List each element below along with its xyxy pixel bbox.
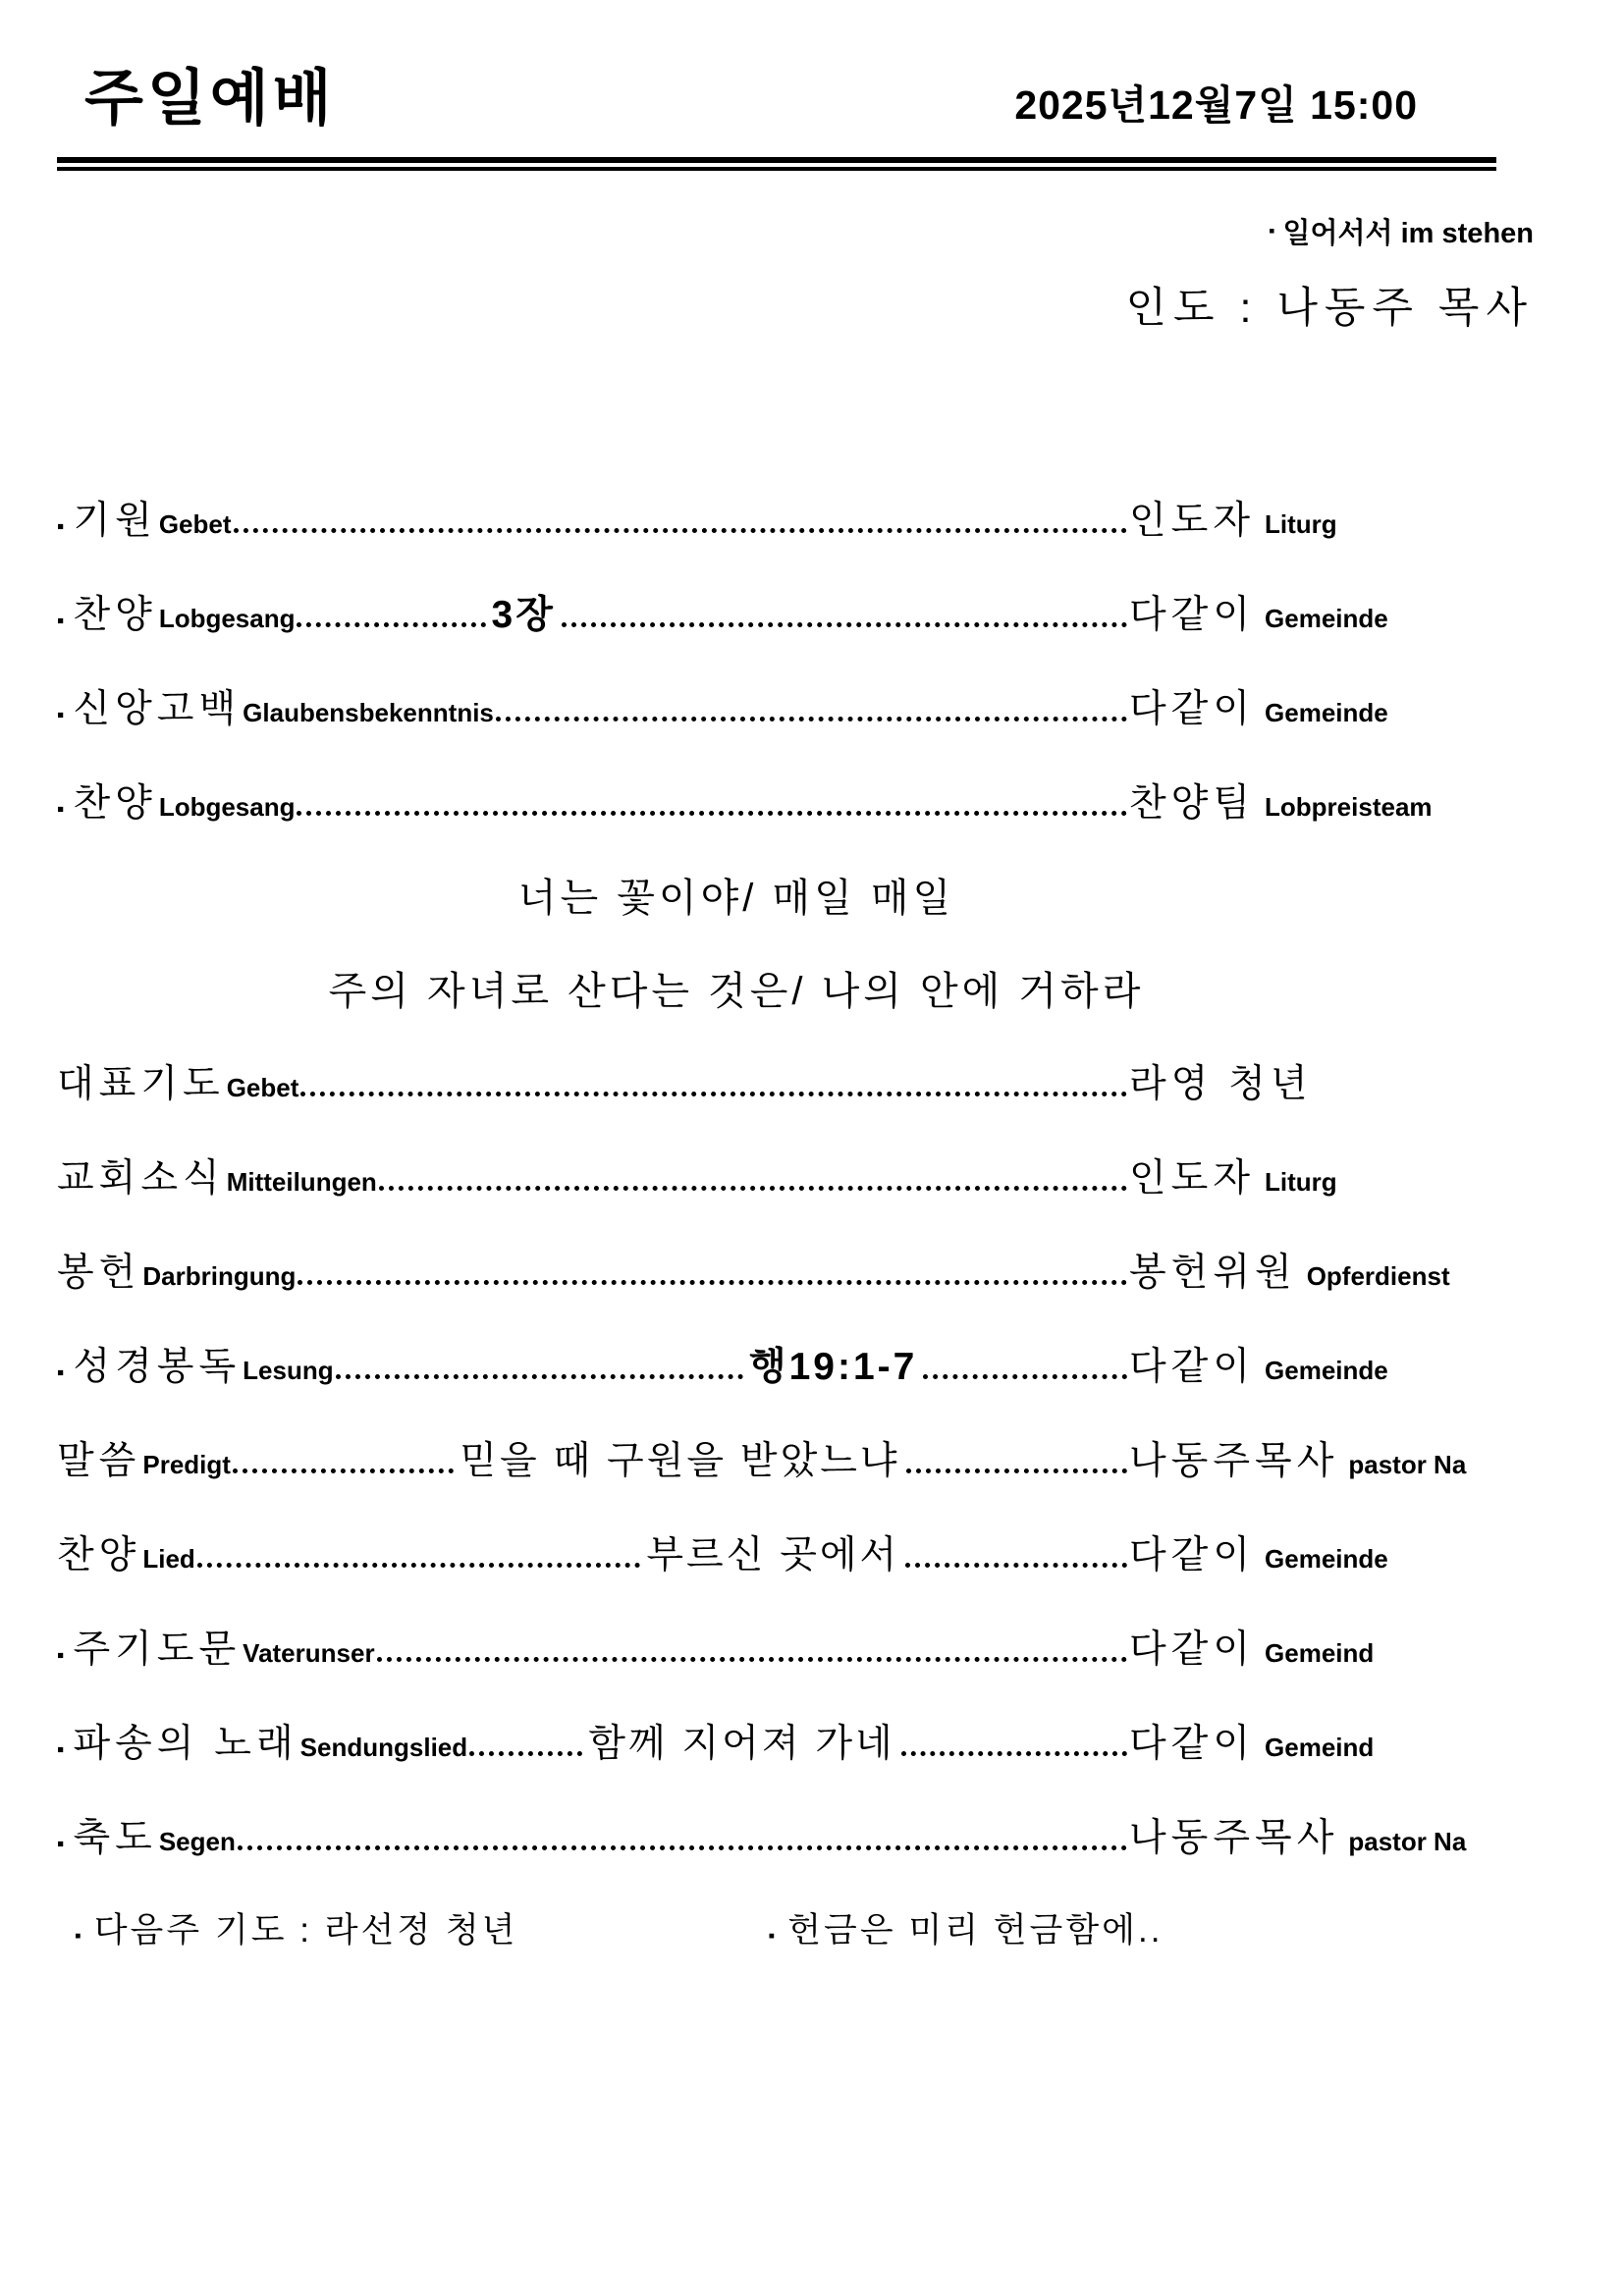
bullet-icon: ▪ [57, 704, 65, 726]
assignee-ko: 나동주목사 [1129, 1440, 1339, 1482]
song-title: 너는 꽃이야/ 매일 매일 [517, 877, 955, 920]
leader-dots [377, 1651, 1127, 1662]
assignee-de: Gemeind [1265, 1733, 1375, 1762]
assignee-de: pastor Na [1348, 1827, 1467, 1856]
offering-note [768, 1913, 1163, 1948]
leader-dots [197, 1557, 641, 1568]
liturgy-row [57, 1630, 1534, 1669]
leader-dots [562, 616, 1127, 627]
leader-dots [297, 616, 485, 627]
liturgy-row [57, 1725, 1534, 1763]
item-assignee [1129, 1348, 1534, 1386]
liturgy-list [57, 502, 1534, 1857]
standing-note-de: im stehen [1400, 218, 1534, 249]
leader-dots [336, 1368, 743, 1379]
assignee-ko: 인도자 [1129, 500, 1256, 542]
item-label-de: Lobgesang [158, 604, 296, 633]
header [57, 65, 1534, 133]
item-label-ko: 교회소식 [57, 1157, 225, 1200]
item-assignee [1129, 596, 1534, 634]
footer-notes [57, 1913, 1534, 1948]
assignee-de: Liturg [1265, 1167, 1337, 1197]
bullet-icon: ▪ [57, 1362, 65, 1384]
liturgy-row [57, 1819, 1534, 1857]
liturgy-row [57, 1065, 1534, 1103]
item-assignee [1129, 1254, 1534, 1292]
bullet-icon: ▪ [57, 1644, 65, 1667]
assignee-de: pastor Na [1348, 1450, 1467, 1479]
header-divider [57, 157, 1496, 171]
item-assignee [1129, 690, 1534, 728]
liturgy-row [57, 1348, 1534, 1386]
leader-dots [905, 1557, 1127, 1568]
item-assignee [1129, 1725, 1534, 1763]
item-label-ko: 찬양 [73, 594, 157, 636]
item-assignee [1129, 784, 1534, 823]
service-datetime: 2025년12월7일 15:00 [1014, 82, 1418, 128]
liturgy-row [57, 1536, 1534, 1575]
bullet-icon: ▪ [768, 1926, 779, 1947]
leader-dots [298, 1274, 1127, 1285]
item-label-de: Mitteilungen [226, 1167, 377, 1197]
item-assignee [1129, 1819, 1534, 1857]
item-label-ko: 주기도문 [73, 1629, 242, 1671]
item-label-de: Sendungslied [299, 1733, 468, 1762]
assignee-de: Liturg [1265, 509, 1337, 539]
next-week-text: 다음주 기도 : 라선정 청년 [93, 1911, 518, 1949]
standing-note [57, 220, 1534, 248]
standing-note-ko: 일어서서 [1282, 218, 1393, 249]
assignee-de: Gemeinde [1265, 698, 1388, 727]
assignee-ko: 다같이 [1129, 1629, 1256, 1671]
item-label-ko: 기원 [73, 500, 157, 542]
assignee-de: Gemeinde [1265, 1356, 1388, 1385]
assignee-ko: 찬양팀 [1129, 782, 1256, 825]
item-label-ko: 찬양 [57, 1534, 141, 1576]
bullet-icon: ▪ [57, 798, 65, 821]
item-detail: 함께 지어져 가네 [588, 1723, 895, 1765]
leader-dots [469, 1745, 582, 1756]
item-assignee [1129, 1630, 1534, 1669]
leader-dots [379, 1180, 1127, 1191]
item-label-de: Darbringung [142, 1261, 297, 1291]
bullet-icon: ▪ [75, 1926, 84, 1947]
item-label-de: Lied [142, 1544, 195, 1574]
liturgy-row [57, 690, 1534, 728]
item-label-ko: 봉헌 [57, 1252, 141, 1294]
item-label-de: Predigt [142, 1450, 231, 1479]
liturgy-row [57, 1159, 1534, 1198]
item-label-ko: 파송의 노래 [73, 1723, 298, 1765]
assignee-de: Gemeind [1265, 1638, 1375, 1668]
assignee-de: Gemeinde [1265, 604, 1388, 633]
offering-text: 헌금은 미리 헌금함에.. [787, 1911, 1164, 1949]
assignee-de: Opferdienst [1306, 1261, 1450, 1291]
liturgy-row [57, 502, 1534, 540]
assignee-ko: 다같이 [1129, 688, 1256, 730]
assignee-ko: 봉헌위원 [1129, 1252, 1297, 1294]
assignee-ko: 다같이 [1129, 1534, 1256, 1576]
leader-dots [300, 1086, 1127, 1096]
assignee-ko: 다같이 [1129, 594, 1256, 636]
leader-dots [233, 1463, 454, 1473]
assignee-ko: 다같이 [1129, 1346, 1256, 1388]
assignee-de: Gemeinde [1265, 1544, 1388, 1574]
assignee-de: Lobpreisteam [1265, 792, 1433, 822]
leader-dots [238, 1840, 1127, 1850]
item-label-ko: 찬양 [73, 782, 157, 825]
item-label-de: Glaubensbekenntnis [243, 698, 494, 727]
assignee-ko: 라영 청년 [1129, 1063, 1313, 1105]
item-detail: 부르신 곳에서 [646, 1534, 900, 1576]
item-label-ko: 축도 [73, 1817, 157, 1859]
item-label-de: Gebet [158, 509, 232, 539]
item-assignee [1129, 1442, 1534, 1480]
item-detail: 믿을 때 구원을 받았느냐 [460, 1440, 900, 1482]
leader-dots [234, 522, 1128, 533]
leader-dots [906, 1463, 1127, 1473]
item-label-de: Lesung [243, 1356, 334, 1385]
next-week-note [75, 1913, 517, 1948]
item-detail: 행19:1-7 [748, 1346, 918, 1388]
bullet-icon: ▪ [57, 515, 65, 538]
leader-dots [923, 1368, 1127, 1379]
service-leader: 인도 : 나동주 목사 [1125, 285, 1534, 332]
item-assignee [1129, 1536, 1534, 1575]
liturgy-row [57, 784, 1534, 823]
item-label-ko: 대표기도 [57, 1063, 225, 1105]
item-assignee [1129, 1065, 1534, 1103]
item-label-de: Gebet [226, 1073, 299, 1102]
item-label-ko: 말씀 [57, 1440, 141, 1482]
bullet-icon: ▪ [57, 610, 65, 632]
item-label-de: Segen [158, 1827, 236, 1856]
assignee-ko: 나동주목사 [1129, 1817, 1339, 1859]
item-label-de: Lobgesang [158, 792, 296, 822]
item-label-ko: 성경봉독 [73, 1346, 242, 1388]
page-title: 주일예배 [84, 65, 336, 133]
leader-dots [901, 1745, 1127, 1756]
item-label-ko: 신앙고백 [73, 688, 242, 730]
item-detail: 3장 [491, 594, 556, 636]
assignee-ko: 인도자 [1129, 1157, 1256, 1200]
item-label-de: Vaterunser [243, 1638, 375, 1668]
bullet-icon: ▪ [1269, 221, 1275, 240]
bullet-icon: ▪ [57, 1833, 65, 1855]
liturgy-row [57, 1442, 1534, 1480]
item-assignee [1129, 1159, 1534, 1198]
song-title: 주의 자녀로 산다는 것은/ 나의 안에 거하라 [328, 970, 1145, 1013]
assignee-ko: 다같이 [1129, 1723, 1256, 1765]
leader-dots [496, 711, 1127, 721]
liturgy-row [57, 1254, 1534, 1292]
liturgy-row [57, 596, 1534, 634]
leader-dots [297, 805, 1127, 816]
item-assignee [1129, 502, 1534, 540]
bullet-icon: ▪ [57, 1738, 65, 1761]
